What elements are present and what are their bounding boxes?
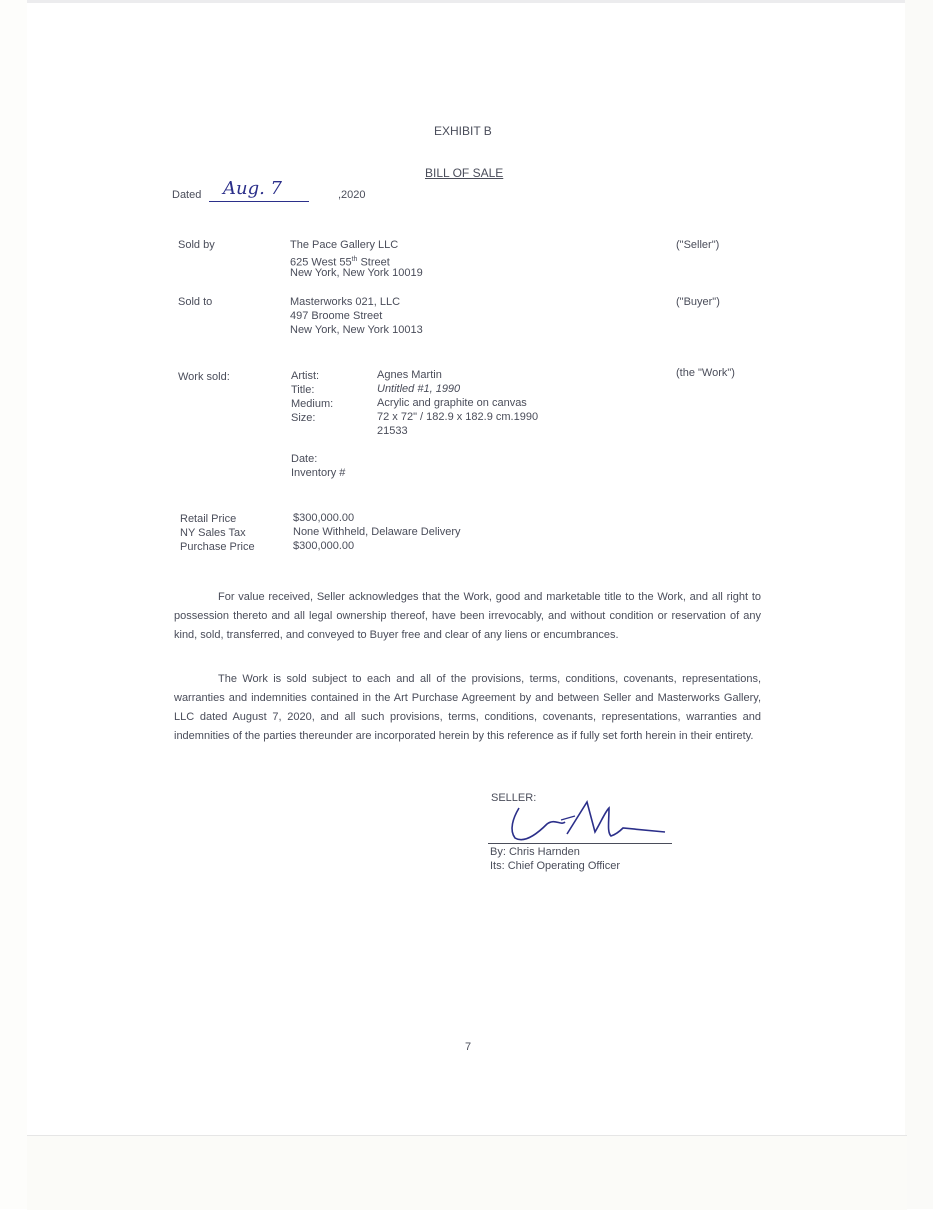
medium-value: Acrylic and graphite on canvas [377,397,527,409]
work-role: (the "Work") [676,367,735,379]
page-number: 7 [465,1041,472,1053]
handwritten-signature [505,796,675,846]
retail-price-value: $300,000.00 [293,512,355,524]
sales-tax-value: None Withheld, Delaware Delivery [293,526,461,538]
scan-bottom-area [27,1135,907,1210]
dated-label: Dated [172,189,202,201]
signature-line [488,843,672,844]
inventory-label: Inventory # [291,467,346,479]
inventory-value: 21533 [377,425,408,437]
signatory-title: Its: Chief Operating Officer [490,860,621,872]
sales-tax-label: NY Sales Tax [180,527,246,539]
purchase-price-value: $300,000.00 [293,540,355,552]
buyer-role: ("Buyer") [676,296,720,308]
seller-role: ("Seller") [676,239,720,251]
buyer-street: 497 Broome Street [290,310,383,322]
paragraph-2: The Work is sold subject to each and all of the provisions, terms, conditions, covenants, representations, warranties and indemnities contained in the Art Purchase Agreement by and between Seller and Masterworks Gallery, LLC dated August 7, 2020, and all such provisions, terms, conditions, covenants, representations, warranties and indemnities of the parties thereunder are incorporated herein by this reference as if fully set forth herein in their entirety. [174,673,761,742]
artist-value: Agnes Martin [377,369,442,381]
buyer-city: New York, New York 10013 [290,324,423,336]
provisions-paragraph [174,670,761,746]
paragraph-1: For value received, Seller acknowledges that the Work, good and marketable title to the Work, and all right to possession thereto and all legal ownership thereof, have been irrevocably, and without condition or reservation of any kind, sold, transferred, and conveyed to Buyer free and clear of any liens or encumbrances. [174,591,761,641]
purchase-price-label: Purchase Price [180,541,255,553]
scan-edge-left [0,0,27,1209]
scan-edge-right [905,0,933,1209]
seller-street-rest: Street [357,256,390,269]
size-label: Size: [291,412,316,424]
signatory-name: By: Chris Harnden [490,846,580,858]
exhibit-title: EXHIBIT B [434,124,492,138]
seller-street-sup: th [351,256,358,263]
acknowledgement-paragraph [174,588,761,645]
sold-by-label: Sold by [178,239,215,251]
dated-underline [209,201,309,202]
dated-year: ,2020 [338,189,366,201]
buyer-name: Masterworks 021, LLC [290,296,401,308]
document-title: BILL OF SALE [425,166,504,180]
seller-name: The Pace Gallery LLC [290,239,399,251]
work-sold-label: Work sold: [178,371,230,383]
seller-city: New York, New York 10019 [290,267,423,279]
size-value: 72 x 72" / 182.9 x 182.9 cm.1990 [377,411,539,423]
date-label: Date: [291,453,318,465]
medium-label: Medium: [291,398,334,410]
sold-to-label: Sold to [178,296,213,308]
seller-street-number: 625 West 55 [290,256,352,269]
retail-price-label: Retail Price [180,513,237,525]
title-label: Title: [291,384,315,396]
scan-edge-top [0,0,933,3]
title-value: Untitled #1, 1990 [377,383,461,395]
dated-handwritten: Aug. 7 [223,178,283,199]
signature-heading: SELLER: [491,792,537,804]
artist-label: Artist: [291,370,320,382]
